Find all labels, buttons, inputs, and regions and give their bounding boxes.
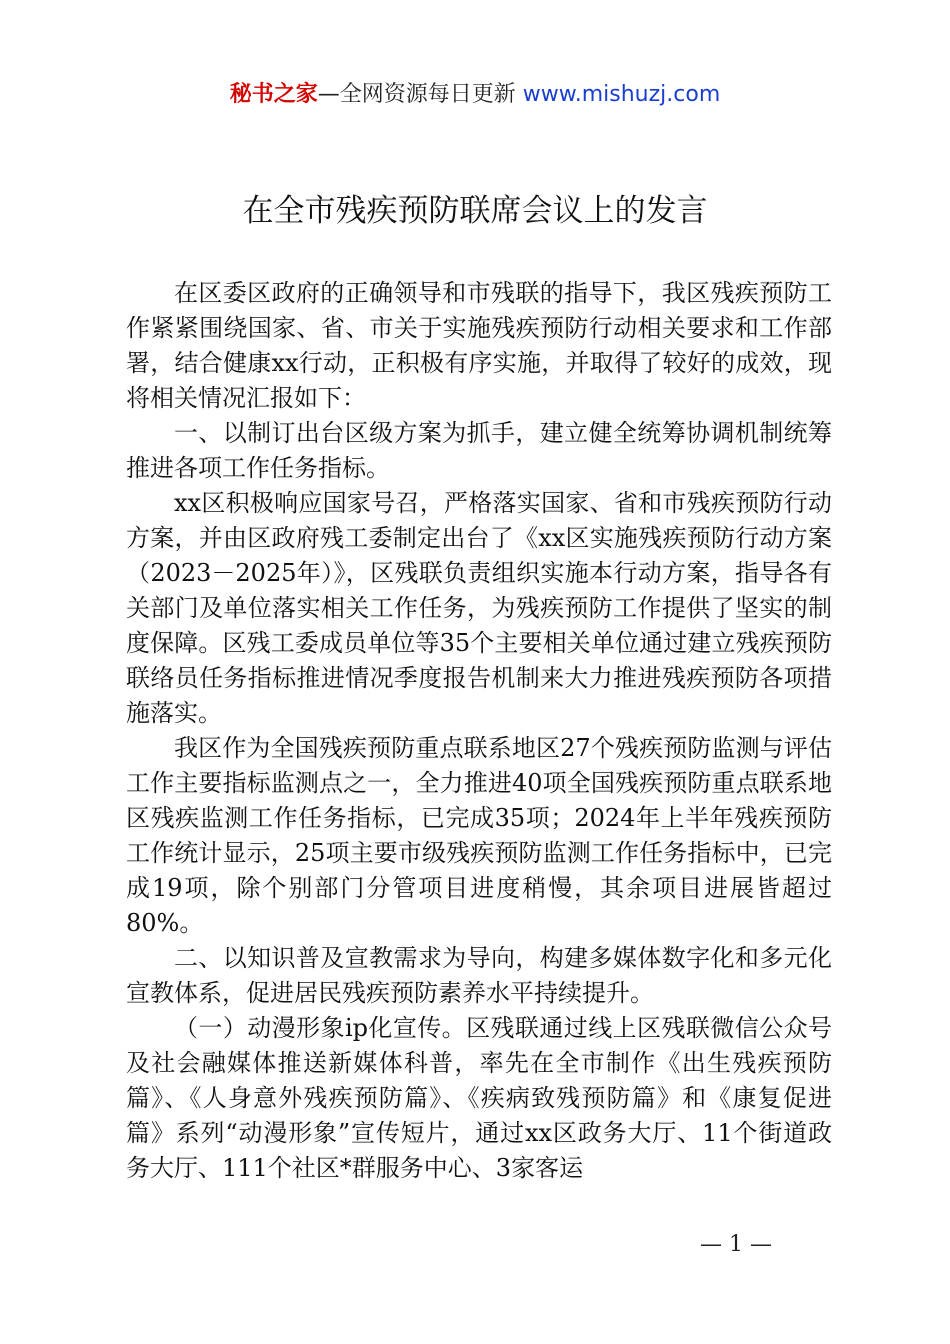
site-header: [0, 80, 950, 110]
body-paragraph: 我区作为全国残疾预防重点联系地区27个残疾预防监测与评估工作主要指标监测点之一，全力推进40项全国残疾预防重点联系地区残疾监测工作任务指标，已完成35项；2024年上半年残疾预防工作统计显示，25项主要市级残疾预防监测工作任务指标中，已完成19项，除个别部门分管项目进度稍慢，其余项目进展皆超过80%。: [126, 734, 832, 937]
section-heading-one: 一、以制订出台区级方案为抓手，建立健全统筹协调机制统筹推进各项工作任务指标。: [126, 419, 832, 482]
site-url-link[interactable]: www.mishuzj.com: [522, 82, 721, 107]
document-body: [126, 276, 832, 1186]
intro-paragraph: 在区委区政府的正确领导和市残联的指导下，我区残疾预防工作紧紧围绕国家、省、市关于实施残疾预防行动相关要求和工作部署，结合健康xx行动，正积极有序实施，并取得了较好的成效，现将相关情况汇报如下：: [126, 279, 832, 412]
body-paragraph: xx区积极响应国家号召，严格落实国家、省和市残疾预防行动方案，并由区政府残工委制定出台了《xx区实施残疾预防行动方案（2023－2025年）》，区残联负责组织实施本行动方案，指导各有关部门及单位落实相关工作任务，为残疾预防工作提供了坚实的制度保障。区残工委成员单位等35个主要相关单位通过建立残疾预防联络员任务指标推进情况季度报告机制来大力推进残疾预防各项措施落实。: [126, 489, 832, 727]
document-title: 在全市残疾预防联席会议上的发言: [242, 193, 708, 229]
site-brand: 秘书之家: [229, 82, 318, 107]
page-number: — 1 —: [700, 1232, 772, 1257]
body-paragraph: （一）动漫形象ip化宣传。区残联通过线上区残联微信公众号及社会融媒体推送新媒体科普，率先在全市制作《出生残疾预防篇》、《人身意外残疾预防篇》、《疾病致残预防篇》和《康复促进篇》系列“动漫形象”宣传短片，通过xx区政务大厅、11个街道政务大厅、111个社区*群服务中心、3家客运: [126, 1014, 832, 1182]
section-heading-two: 二、以知识普及宣教需求为导向，构建多媒体数字化和多元化宣教体系，促进居民残疾预防素养水平持续提升。: [126, 944, 832, 1007]
site-tagline: —全网资源每日更新: [317, 82, 516, 107]
